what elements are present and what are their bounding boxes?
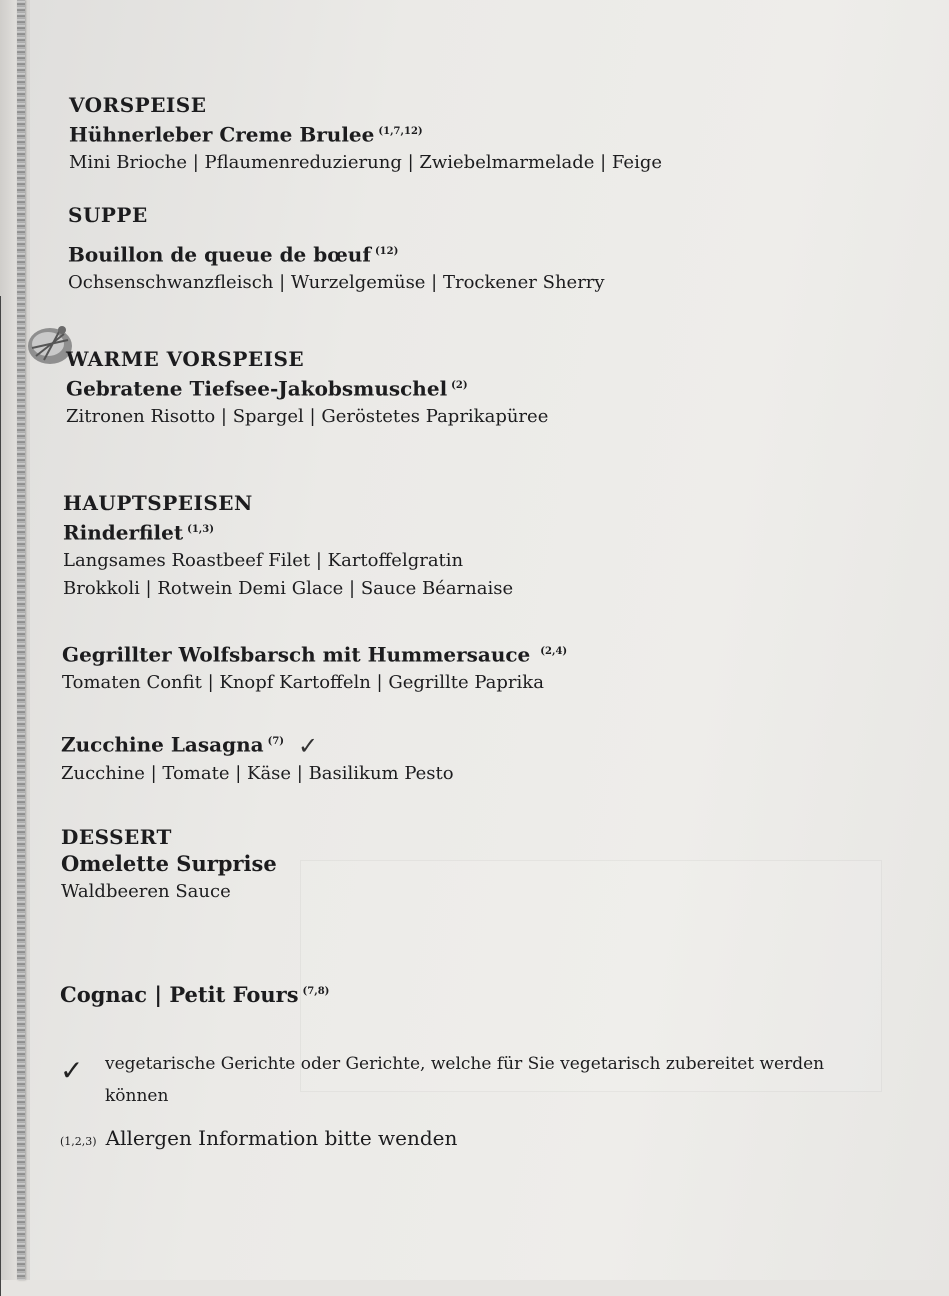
section-dessert xyxy=(61,824,277,906)
dish-title xyxy=(69,118,662,149)
section-cognac xyxy=(60,978,329,1009)
dish-description-line: Brokkoli | Rotwein Demi Glace | Sauce Béarnaise xyxy=(63,577,514,599)
dish-description: Waldbeeren Sauce xyxy=(61,881,231,902)
dish-name: Bouillon de queue de bœuf xyxy=(68,242,371,267)
vegetarian-legend xyxy=(60,1050,860,1110)
page-edge-line xyxy=(0,296,31,1296)
dish-name: Omelette Surprise xyxy=(61,851,277,876)
allergen-codes: (1,7,12) xyxy=(378,126,423,137)
dish-description: Ochsenschwanzfleisch | Wurzelgemüse | Trockener Sherry xyxy=(68,271,605,293)
section-vorspeise xyxy=(69,92,662,177)
dish-description-line: Zucchine | Tomate | Käse | Basilikum Pesto xyxy=(61,763,454,785)
dish-zucchine-lasagna xyxy=(61,728,454,788)
legend-text-line: können xyxy=(105,1086,169,1106)
allergen-note-text: Allergen Information bitte wenden xyxy=(105,1126,458,1150)
allergen-codes: (12) xyxy=(374,246,399,257)
dish-wolfsbarsch xyxy=(62,638,567,697)
section-heading: HAUPTSPEISEN xyxy=(63,491,253,515)
dish-description: Zitronen Risotto | Spargel | Geröstetes Paprikapüree xyxy=(66,405,549,427)
allergen-codes: (2) xyxy=(451,380,468,391)
dish-description-line: Langsames Roastbeef Filet | Kartoffelgratin xyxy=(63,549,464,571)
dish-title xyxy=(63,516,513,547)
allergen-codes: (1,3) xyxy=(187,524,214,535)
section-heading: DESSERT xyxy=(61,825,172,849)
dish-description-line: Tomaten Confit | Knopf Kartoffeln | Gegrillte Paprika xyxy=(62,671,544,693)
dish-title xyxy=(62,638,567,669)
legend-text-line: vegetarische Gerichte oder Gerichte, welche für Sie vegetarisch zubereitet werden xyxy=(105,1054,825,1074)
section-heading: WARME VORSPEISE xyxy=(66,347,305,371)
section-heading: SUPPE xyxy=(68,203,148,227)
vegetarian-check-icon: ✓ xyxy=(298,732,319,761)
allergen-codes: (2,4) xyxy=(540,646,568,657)
allergen-codes: (7,8) xyxy=(302,986,330,997)
dish-name: Zucchine Lasagna xyxy=(61,732,264,757)
dish-title xyxy=(68,238,605,269)
dish-title xyxy=(66,372,548,403)
allergen-codes: (7) xyxy=(267,736,285,747)
vegetarian-check-icon: ✓ xyxy=(60,1054,84,1087)
allergen-note xyxy=(60,1126,457,1150)
dish-name: Hühnerleber Creme Brulee xyxy=(69,122,375,147)
section-heading: VORSPEISE xyxy=(69,93,207,117)
dish-title xyxy=(61,728,454,760)
dish-name: Rinderfilet xyxy=(63,520,184,545)
section-suppe xyxy=(68,202,605,297)
dish-title xyxy=(60,978,329,1009)
binding-cord xyxy=(17,0,25,1280)
dish-name: Gebratene Tiefsee-Jakobsmuschel xyxy=(66,376,448,401)
dish-description: Mini Brioche | Pflaumenreduzierung | Zwiebelmarmelade | Feige xyxy=(69,151,662,173)
section-warme-vorspeise xyxy=(66,346,548,431)
dish-name: Cognac | Petit Fours xyxy=(60,982,299,1007)
dish-name: Gegrillter Wolfsbarsch mit Hummersauce xyxy=(62,642,531,667)
allergen-reference: (1,2,3) xyxy=(60,1135,97,1148)
section-hauptspeisen xyxy=(63,490,513,603)
